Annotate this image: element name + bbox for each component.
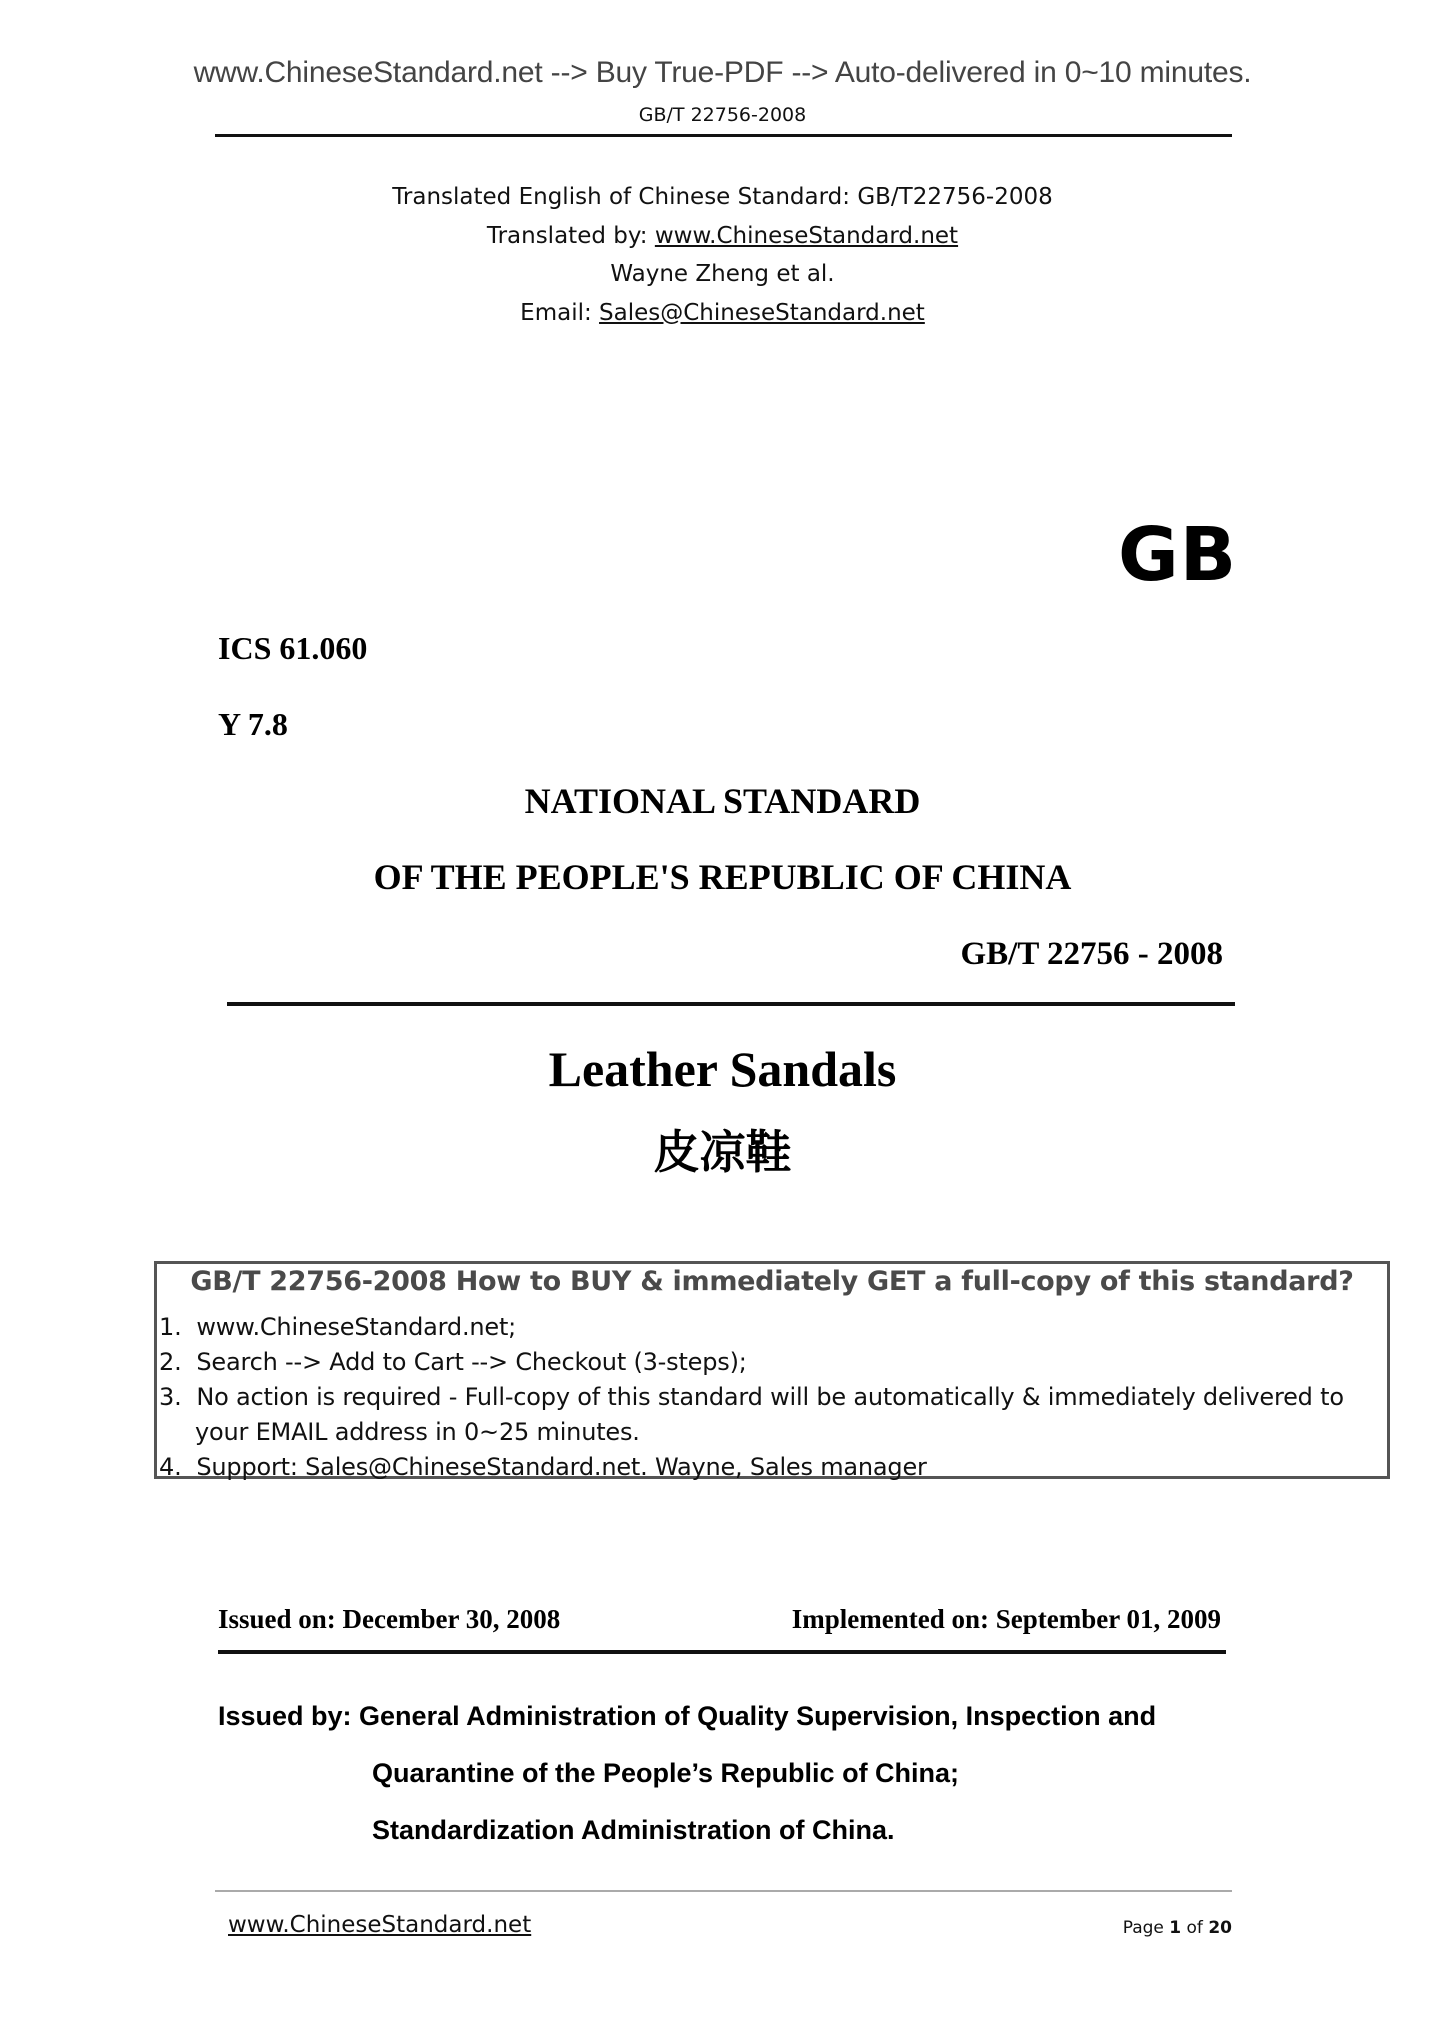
buy-step-2 [159,1345,1344,1380]
step-text: Search --> Add to Cart --> Checkout (3-steps); [196,1348,747,1376]
national-standard-subheading: OF THE PEOPLE'S REPUBLIC OF CHINA [373,857,1072,897]
translator-name: Wayne Zheng et al. [610,261,835,287]
buy-info-box [154,1261,1390,1479]
ics-code: ICS 61.060 [218,630,368,666]
page-total: 20 [1208,1918,1232,1938]
buy-step-3-continued: your EMAIL address in 0~25 minutes. [195,1418,640,1446]
step-number: 3. [159,1383,182,1411]
footer-website-link[interactable]: www.ChineseStandard.net [228,1912,532,1938]
issued-on-date: Issued on: December 30, 2008 [218,1604,561,1634]
issued-by-line-1: Issued by: General Administration of Quality Supervision, Inspection and [218,1701,1157,1731]
national-standard-heading: NATIONAL STANDARD [524,781,921,821]
step-text[interactable]: www.ChineseStandard.net; [196,1313,517,1341]
implemented-on-date: Implemented on: September 01, 2009 [791,1604,1221,1634]
step-number: 2. [159,1348,182,1376]
page-indicator [1123,1918,1232,1938]
step-number: 4. [159,1453,182,1481]
title-english: Leather Sandals [548,1041,897,1097]
buy-step-4 [159,1450,1344,1485]
issued-by-line-2: Quarantine of the People’s Republic of China; [372,1758,960,1788]
translated-by-link[interactable]: www.ChineseStandard.net [654,222,959,249]
issued-by-block [218,1688,1156,1859]
buy-step-1 [159,1310,1344,1345]
buy-box-heading: GB/T 22756-2008 How to BUY & immediately GET a full-copy of this standard? [190,1266,1354,1297]
footer-rule [215,1890,1232,1892]
gb-mark: GB [1118,512,1238,598]
translated-by-label: Translated by: [486,222,655,249]
dates-rule [218,1650,1226,1654]
title-chinese: 皮凉鞋 [653,1127,792,1178]
header-rule [215,134,1232,137]
classification-code: Y 7.8 [218,706,288,742]
page-label: Page [1122,1918,1170,1938]
translation-line: Translated English of Chinese Standard: GB/T22756-2008 [392,184,1053,210]
buy-step-3 [159,1380,1344,1415]
translation-info [0,178,1445,332]
standard-number: GB/T 22756 - 2008 [960,936,1223,972]
page-of: of [1181,1918,1209,1938]
translated-by-line [0,217,1445,256]
issued-by-line-3: Standardization Administration of China. [372,1815,895,1845]
running-head: GB/T 22756-2008 [638,104,807,126]
top-banner: www.ChineseStandard.net --> Buy True-PDF --> Auto-delivered in 0~10 minutes. [193,56,1252,89]
step-text: No action is required - Full-copy of this standard will be automatically & immediately delivered to [196,1383,1344,1411]
step-text: Support: Sales@ChineseStandard.net. Wayne, Sales manager [196,1453,927,1481]
title-rule [227,1002,1235,1006]
buy-steps-list [159,1310,1344,1485]
email-link[interactable]: Sales@ChineseStandard.net [599,299,925,326]
page-current: 1 [1169,1918,1182,1938]
email-line [0,294,1445,333]
email-label: Email: [520,299,600,326]
step-number: 1. [159,1313,182,1341]
